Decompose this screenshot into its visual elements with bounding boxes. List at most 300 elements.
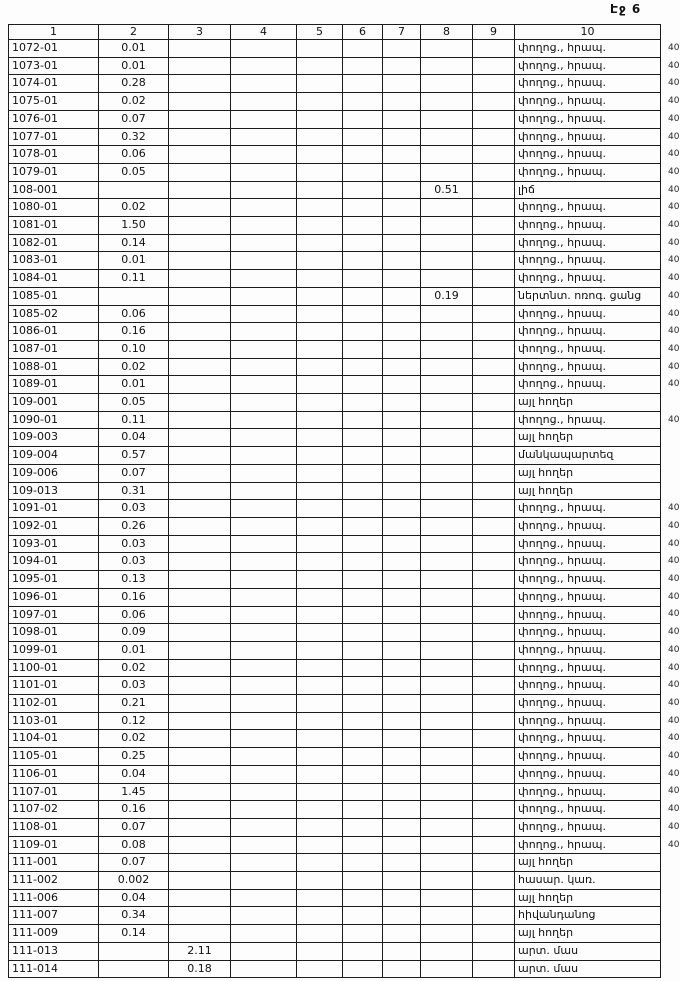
cell-value-4 [231,252,297,270]
edge-mark: 40 [668,644,680,655]
cell-value-6 [343,482,383,500]
cell-value-7 [383,394,421,412]
cell-value-9 [473,588,515,606]
cell-value-5 [297,748,343,766]
column-header-9: 9 [473,25,515,40]
cell-value-5 [297,199,343,217]
cell-code: 1075-01 [9,93,99,111]
cell-value-9 [473,323,515,341]
cell-value-5 [297,659,343,677]
cell-value-7 [383,535,421,553]
cell-value-6 [343,571,383,589]
cell-category: փողոց., հրապ. [515,836,661,854]
cell-value-4 [231,517,297,535]
cell-value-2: 0.04 [99,429,169,447]
cell-value-9 [473,270,515,288]
cell-value-3 [169,535,231,553]
cell-value-6 [343,872,383,890]
edge-mark: 40 [668,786,680,797]
cell-value-7 [383,730,421,748]
cell-value-3 [169,287,231,305]
cell-value-4 [231,889,297,907]
cell-value-3 [169,110,231,128]
cell-value-3: 2.11 [169,942,231,960]
cell-value-6 [343,748,383,766]
cell-value-8 [421,712,473,730]
cell-category: փողոց., հրապ. [515,818,661,836]
cell-value-9 [473,783,515,801]
cell-value-3 [169,500,231,518]
cell-value-8 [421,75,473,93]
cell-value-2: 0.01 [99,57,169,75]
table-row [9,571,661,589]
cell-category: փողոց., հրապ. [515,500,661,518]
cell-code: 1096-01 [9,588,99,606]
cell-value-7 [383,942,421,960]
cell-value-7 [383,40,421,58]
cell-value-5 [297,482,343,500]
cell-category: փողոց., հրապ. [515,535,661,553]
edge-mark: 40 [668,131,680,142]
cell-value-7 [383,571,421,589]
cell-category: արտ. մաս [515,960,661,978]
table-body [9,40,661,978]
cell-category: փողոց., հրապ. [515,217,661,235]
cell-value-2: 0.07 [99,818,169,836]
cell-value-7 [383,748,421,766]
table-row [9,252,661,270]
cell-value-5 [297,447,343,465]
cell-value-7 [383,854,421,872]
cell-value-2: 0.02 [99,199,169,217]
cell-value-7 [383,376,421,394]
cell-code: 1105-01 [9,748,99,766]
cell-code: 109-013 [9,482,99,500]
cell-value-3 [169,553,231,571]
column-header-5: 5 [297,25,343,40]
cell-code: 1090-01 [9,411,99,429]
cell-value-9 [473,199,515,217]
cell-value-4 [231,287,297,305]
cell-code: 1092-01 [9,517,99,535]
cell-value-5 [297,571,343,589]
cell-value-8 [421,199,473,217]
cell-category: փողոց., հրապ. [515,801,661,819]
cell-value-5 [297,394,343,412]
cell-value-4 [231,340,297,358]
cell-value-7 [383,517,421,535]
cell-value-8 [421,234,473,252]
cell-value-8 [421,40,473,58]
cell-value-2: 0.02 [99,730,169,748]
table-row [9,270,661,288]
page-edge-marks [666,0,680,981]
edge-mark: 40 [668,220,680,230]
cell-value-2: 0.08 [99,836,169,854]
cell-category: փողոց., հրապ. [515,730,661,748]
cell-value-7 [383,588,421,606]
cell-category: այլ հողեր [515,482,661,500]
cell-value-5 [297,712,343,730]
cell-code: 1100-01 [9,659,99,677]
edge-mark: 40 [668,733,680,744]
cell-code: 111-001 [9,854,99,872]
header-row [9,25,661,40]
cell-value-3 [169,712,231,730]
cell-value-2: 0.12 [99,712,169,730]
cell-value-8 [421,482,473,500]
cell-value-5 [297,836,343,854]
cell-value-6 [343,801,383,819]
table-row [9,40,661,58]
cell-value-9 [473,818,515,836]
table-row [9,163,661,181]
cell-value-9 [473,75,515,93]
cell-value-5 [297,942,343,960]
cell-value-7 [383,163,421,181]
cell-value-9 [473,907,515,925]
cell-value-5 [297,128,343,146]
cell-value-4 [231,217,297,235]
cell-value-8 [421,128,473,146]
cell-category: փողոց., հրապ. [515,93,661,111]
table-row [9,854,661,872]
cell-value-5 [297,801,343,819]
cell-value-3 [169,323,231,341]
cell-category: փողոց., հրապ. [515,376,661,394]
table-row [9,305,661,323]
cell-value-3 [169,659,231,677]
cell-value-8 [421,57,473,75]
table-row [9,181,661,199]
cell-value-5 [297,606,343,624]
table-row [9,553,661,571]
cell-value-7 [383,217,421,235]
cell-value-2: 0.07 [99,464,169,482]
cell-value-9 [473,163,515,181]
edge-mark: 40 [668,662,680,673]
cell-value-2: 0.002 [99,872,169,890]
cell-value-4 [231,942,297,960]
cell-value-3 [169,801,231,819]
cell-value-9 [473,146,515,164]
cell-value-9 [473,624,515,642]
cell-category: այլ հողեր [515,925,661,943]
cell-category: փողոց., հրապ. [515,234,661,252]
edge-mark: 40 [668,697,680,708]
cell-value-7 [383,181,421,199]
cell-value-6 [343,376,383,394]
table-row [9,394,661,412]
cell-value-3 [169,482,231,500]
cell-value-9 [473,730,515,748]
cell-value-2: 0.03 [99,553,169,571]
cell-value-4 [231,93,297,111]
cell-value-3 [169,925,231,943]
cell-value-8 [421,588,473,606]
cell-value-5 [297,146,343,164]
cell-code: 1094-01 [9,553,99,571]
cell-value-6 [343,783,383,801]
cell-value-4 [231,818,297,836]
cell-value-4 [231,907,297,925]
cell-value-5 [297,411,343,429]
cell-value-4 [231,40,297,58]
cell-value-4 [231,447,297,465]
cell-value-9 [473,411,515,429]
cell-value-7 [383,553,421,571]
cell-value-9 [473,748,515,766]
cell-value-6 [343,624,383,642]
cell-value-7 [383,75,421,93]
cell-value-8 [421,93,473,111]
edge-mark: 40 [668,255,680,266]
cell-value-3 [169,695,231,713]
cell-value-6 [343,730,383,748]
cell-value-8 [421,783,473,801]
table-row [9,340,661,358]
edge-mark: 40 [668,520,680,531]
table-header [9,25,661,40]
edge-mark: 40 [668,184,680,195]
cell-value-4 [231,730,297,748]
cell-category: փողոց., հրապ. [515,40,661,58]
cell-value-4 [231,748,297,766]
cell-value-7 [383,712,421,730]
cell-value-7 [383,960,421,978]
cell-value-8 [421,358,473,376]
cell-value-2: 0.03 [99,500,169,518]
table-row [9,217,661,235]
cell-value-8 [421,252,473,270]
edge-mark: 40 [668,78,680,89]
cell-value-3 [169,783,231,801]
cell-value-9 [473,517,515,535]
cell-value-2: 0.06 [99,305,169,323]
cell-value-3 [169,606,231,624]
cell-value-9 [473,641,515,659]
column-header-8: 8 [421,25,473,40]
cell-value-5 [297,730,343,748]
cell-value-6 [343,270,383,288]
cell-code: 109-001 [9,394,99,412]
cell-value-3 [169,305,231,323]
cell-value-6 [343,394,383,412]
cell-value-2: 0.28 [99,75,169,93]
cell-value-9 [473,925,515,943]
table-row [9,376,661,394]
table-row [9,695,661,713]
table-row [9,588,661,606]
cell-value-7 [383,836,421,854]
cell-code: 1107-01 [9,783,99,801]
cell-value-6 [343,447,383,465]
table-row [9,287,661,305]
cell-value-3 [169,181,231,199]
cell-code: 109-006 [9,464,99,482]
cell-value-5 [297,925,343,943]
cell-value-8 [421,553,473,571]
cell-value-5 [297,429,343,447]
cell-code: 108-001 [9,181,99,199]
cell-value-8 [421,411,473,429]
cell-value-2: 0.34 [99,907,169,925]
cell-value-3: 0.18 [169,960,231,978]
cell-value-7 [383,447,421,465]
cell-value-9 [473,765,515,783]
cell-category: փողոց., հրապ. [515,75,661,93]
edge-mark: 40 [668,591,680,602]
cell-value-5 [297,287,343,305]
cell-value-2: 0.16 [99,588,169,606]
cell-value-4 [231,872,297,890]
cell-value-8 [421,535,473,553]
cell-value-4 [231,801,297,819]
edge-mark: 40 [668,839,680,850]
cell-value-2: 0.11 [99,270,169,288]
cell-value-6 [343,323,383,341]
cell-value-4 [231,464,297,482]
cell-value-8 [421,500,473,518]
cell-value-8 [421,571,473,589]
cell-category: փողոց., հրապ. [515,712,661,730]
table-row [9,535,661,553]
table-row [9,199,661,217]
edge-mark: 40 [668,715,680,726]
cell-value-5 [297,677,343,695]
cell-value-3 [169,889,231,907]
cell-value-8 [421,429,473,447]
cell-value-9 [473,358,515,376]
table-row [9,659,661,677]
cell-value-7 [383,305,421,323]
cell-value-6 [343,712,383,730]
cell-value-9 [473,854,515,872]
cell-value-4 [231,624,297,642]
cell-code: 1093-01 [9,535,99,553]
cell-category: հասար. կառ. [515,872,661,890]
edge-mark: 40 [668,361,680,372]
cell-value-6 [343,517,383,535]
table-row [9,234,661,252]
column-header-7: 7 [383,25,421,40]
cell-code: 1095-01 [9,571,99,589]
cell-value-9 [473,305,515,323]
cell-value-5 [297,93,343,111]
cell-value-6 [343,181,383,199]
cell-value-5 [297,818,343,836]
cell-value-6 [343,411,383,429]
cell-value-4 [231,765,297,783]
cell-category: փողոց., հրապ. [515,146,661,164]
cell-value-4 [231,181,297,199]
cell-value-8 [421,960,473,978]
cell-value-2: 0.16 [99,323,169,341]
cell-value-8 [421,695,473,713]
cell-category: փողոց., հրապ. [515,624,661,642]
edge-mark: 40 [668,290,680,301]
cell-category: փողոց., հրապ. [515,199,661,217]
cell-value-6 [343,287,383,305]
cell-value-9 [473,128,515,146]
cell-code: 1103-01 [9,712,99,730]
cell-value-9 [473,942,515,960]
cell-value-7 [383,429,421,447]
cell-value-6 [343,199,383,217]
table-row [9,606,661,624]
table-row [9,93,661,111]
cell-value-2: 0.01 [99,641,169,659]
table-row [9,517,661,535]
cell-value-9 [473,571,515,589]
cell-code: 1088-01 [9,358,99,376]
cell-value-2: 0.13 [99,571,169,589]
edge-mark: 40 [668,574,680,584]
cell-value-5 [297,181,343,199]
edge-mark: 40 [668,821,680,832]
cell-code: 1102-01 [9,695,99,713]
cell-category: փողոց., հրապ. [515,641,661,659]
cell-value-8 [421,110,473,128]
cell-category: լիճ [515,181,661,199]
cell-value-5 [297,217,343,235]
cell-code: 1074-01 [9,75,99,93]
cell-code: 1099-01 [9,641,99,659]
cell-category: փողոց., հրապ. [515,659,661,677]
cell-category: փողոց., հրապ. [515,748,661,766]
cell-value-7 [383,783,421,801]
cell-value-4 [231,854,297,872]
cell-value-2: 0.02 [99,93,169,111]
cell-value-5 [297,163,343,181]
edge-mark: 40 [668,751,680,761]
table-row [9,748,661,766]
cell-value-2: 0.07 [99,854,169,872]
cell-value-3 [169,730,231,748]
cell-value-5 [297,907,343,925]
cell-value-9 [473,181,515,199]
cell-value-2: 0.04 [99,765,169,783]
edge-mark: 40 [668,96,680,107]
cell-category: փողոց., հրապ. [515,305,661,323]
cell-category: փողոց., հրապ. [515,323,661,341]
column-header-2: 2 [99,25,169,40]
cell-value-9 [473,447,515,465]
cell-value-8 [421,624,473,642]
cell-value-7 [383,93,421,111]
cell-value-2: 0.21 [99,695,169,713]
edge-mark: 40 [668,326,680,337]
cell-value-8 [421,748,473,766]
cell-value-2: 0.03 [99,677,169,695]
cell-category: այլ հողեր [515,394,661,412]
edge-mark: 40 [668,627,680,638]
cell-value-6 [343,217,383,235]
cell-value-4 [231,606,297,624]
cell-value-4 [231,57,297,75]
cell-value-7 [383,695,421,713]
cell-code: 1077-01 [9,128,99,146]
edge-mark: 40 [668,60,680,71]
table-row [9,677,661,695]
cell-value-7 [383,110,421,128]
cell-code: 1084-01 [9,270,99,288]
table-row [9,110,661,128]
edge-mark: 40 [668,609,680,620]
cell-value-9 [473,340,515,358]
cell-value-4 [231,199,297,217]
cell-value-3 [169,128,231,146]
